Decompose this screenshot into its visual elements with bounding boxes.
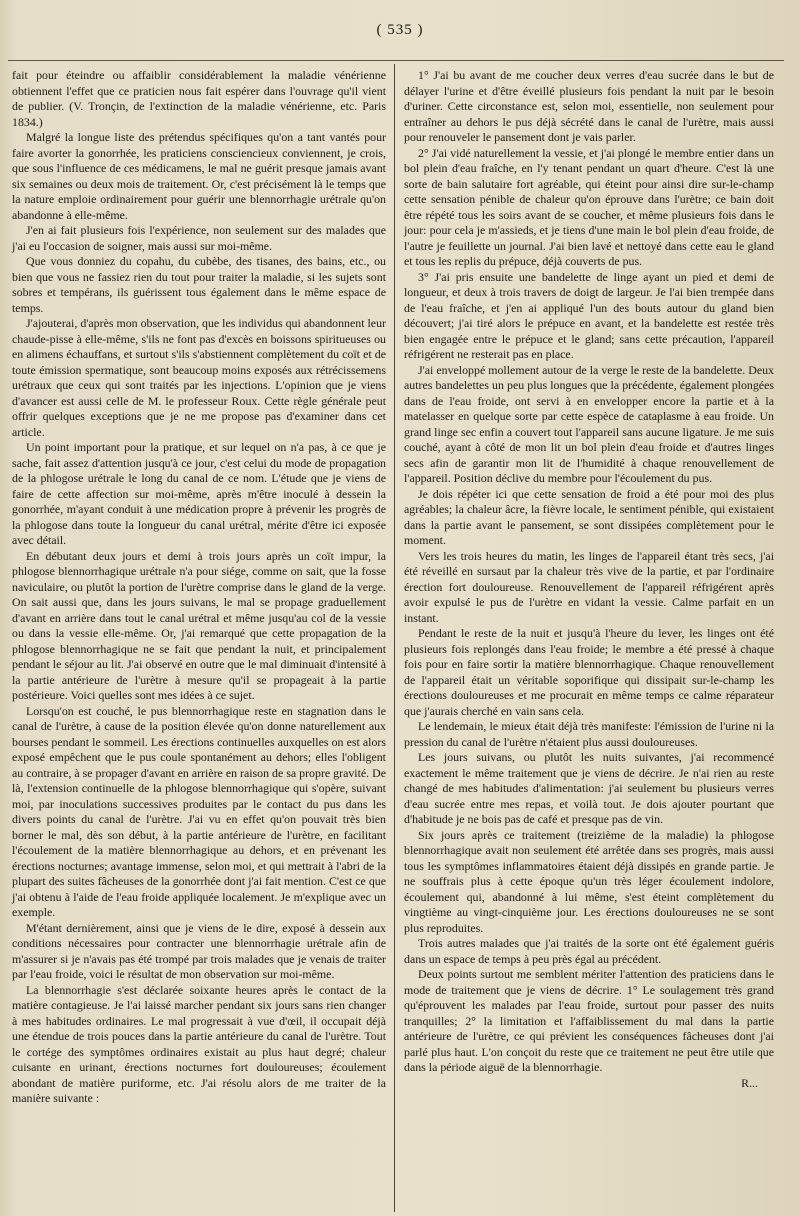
paragraph: J'ai enveloppé mollement autour de la verge le reste de la bandelette. Deux autres bandelettes un peu plus longues que la précédente, également plongées dans de l'eau froide, ont servi à en envelopper encore la partie et à la matelasser en quelque sorte par cette espèce de cataplasme à eau froide. Un grand linge sec enfin a couvert tout l'appareil sans aucune ligature. Je me suis couché, ayant à côté de mon lit un bol plein d'eau froide et d'autres linges secs afin de garantir mon lit de l'humidité à chaque renouvellement de l'appareil. Position déclive du membre pour l'écoulement du pus. xyxy=(404,362,774,485)
column-divider xyxy=(394,64,395,1212)
paragraph: La blennorrhagie s'est déclarée soixante heures après le contact de la matière contagieuse. Je l'ai laissé marcher pendant six jours sans rien changer à mes habitudes ordinaires. Le mal progressait à vue d'œil, il occupait déjà une étendue de trois pouces dans la partie antérieure du canal de l'urètre. Tout le cortége des symptômes ordinaires existait au plus haut degré; chaleur cuisante en urinant, érections nocturnes fort douloureuses; écoulement abondant de matière puriforme, etc. J'ai résolu alors de me traiter de la manière suivante : xyxy=(12,982,386,1105)
paragraph: 3° J'ai pris ensuite une bandelette de linge ayant un pied et demi de longueur, et deux à trois travers de doigt de largeur. Je l'ai bien trempée dans de l'eau fraîche, et j'en ai appliqué l'un des bouts autour du gland bien découvert; j'ai tiré alors le prépuce en avant, et la bandelette est restée très bien engagée entre le prépuce et le gland; sans cette précaution, l'appareil réfrigérent ne resterait pas en place. xyxy=(404,269,774,361)
paragraph: 1° J'ai bu avant de me coucher deux verres d'eau sucrée dans le but de délayer l'urine et d'être éveillé plusieurs fois pendant la nuit par le besoin d'uriner. Cette circonstance est, selon moi, essentielle, non seulement pour entraîner au dehors le pus déjà sécrété dans le canal de l'urètre, mais aussi pour renouveler le pansement dont je vais parler. xyxy=(404,68,774,144)
paragraph: Pendant le reste de la nuit et jusqu'à l'heure du lever, les linges ont été plusieurs fois replongés dans l'eau froide; le membre a été pressé à chaque fois pour en faire sortir la matière blennorrhagique. Chaque renouvellement de l'appareil était un véritable soporifique qui dissipait sur-le-champ les érections douloureuses et me procurait en même temps ce calme réparateur que j'aurais cherché en vain sans cela. xyxy=(404,626,774,718)
paragraph: En débutant deux jours et demi à trois jours après un coït impur, la phlogose blennorrhagique urétrale n'a pour siége, comme on sait, que la fosse naviculaire, ou plutôt la portion de l'urètre comprise dans le gland de la verge. On sait aussi que, dans les jours suivans, le mal se propage graduellement d'avant en arrière dans tout le canal urétral et même jusqu'au col de la vessie ou dans la vessie elle-même. Or, j'ai remarqué que cette propagation de la phlogose blennorrhagique ne se fait que pendant la nuit, et principalement pendant le séjour au lit. J'ai observé en outre que le mal diminuait d'intensité à la partie antérieure de l'urètre à mesure qu'il se propageait à la partie postérieure. Voici quelles sont mes idées à ce sujet. xyxy=(12,548,386,702)
paragraph: Le lendemain, le mieux était déjà très manifeste: l'émission de l'urine ni la pression du canal de l'urètre n'étaient plus aussi douloureuses. xyxy=(404,719,774,749)
paragraph: Trois autres malades que j'ai traités de la sorte ont été également guéris dans un espace de temps à peu près égal au précédent. xyxy=(404,936,774,966)
paragraph: Lorsqu'on est couché, le pus blennorrhagique reste en stagnation dans le canal de l'urètre, à cause de la position élevée qu'on donne naturellement aux bourses pendant le sommeil. Les érections continuelles auxquelles on est alors exposé empêchent que le pus coule spontanément au dehors; elles l'obligent au contraire, à se propager d'avant en arrière en raison de sa propre gravité. De là, l'extension continuelle de la phlogose blennorrhagique qui s'opère, suivant moi, par inoculations successives produites par le contact du pus dans les divers points du canal de l'urètre. J'ai vu en effet qu'on pouvait très bien borner le mal, dès son début, à la partie antérieure de l'urètre, en facilitant l'écoulement de la matière blennorrhagique au dehors, et en prévenant les érections nocturnes; avantage immense, selon moi, et qui mettrait à l'abri de la plupart des suites fâcheuses de la gonorrhée dont j'ai fait mention. C'est ce que j'ai obtenu à l'aide de l'eau froide appliquée localement. Je m'explique avec un exemple. xyxy=(12,703,386,919)
paragraph: J'en ai fait plusieurs fois l'expérience, non seulement sur des malades que j'ai eu l'occasion de soigner, mais aussi sur moi-même. xyxy=(12,223,386,253)
paragraph: 2° J'ai vidé naturellement la vessie, et j'ai plongé le membre entier dans un bol plein d'eau fraîche, en l'y tenant pendant un quart d'heure. C'est là une sorte de bain salutaire fort agréable, qui éteint pour ainsi dire sur-le-champ cette sensation pénible de chaleur qu'on éprouve dans l'urètre; ce bain doit être répété tous les soirs avant de se coucher, et même plusieurs fois dans le jour: pour cela je m'assieds, et je tiens d'une main le bol plein d'eau froide, de l'autre je feuillette un journal. J'ai bien lavé et nettoyé dans cette eau le gland et tous les replis du prépuce, déjà couverts de pus. xyxy=(404,145,774,268)
paragraph: Les jours suivans, ou plutôt les nuits suivantes, j'ai recommencé exactement le même traitement que je viens de décrire. Je n'ai rien au reste changé de mes habitudes d'alimentation: j'ai seulement bu plusieurs verres d'eau sucrée entre mes repas, et voilà tout. Je dois ajouter pourtant que d'habitude je ne bois pas de café et presque pas de vin. xyxy=(404,750,774,826)
paragraph: Deux points surtout me semblent mériter l'attention des praticiens dans le mode de traitement que je viens de décrire. 1° Le soulagement très grand qu'éprouvent les malades par l'eau froide, surtout pour passer des nuits tranquilles; 2° la limitation et l'affaiblissement du mal dans la partie antérieure de l'urètre, ce qui prévient les conséquences fâcheuses dont j'ai parlé plus haut. L'on conçoit du reste que ce traitement ne peut être utile que dans la période aiguë de la blennorrhagie. xyxy=(404,967,774,1074)
right-column xyxy=(404,68,774,1091)
paragraph: M'étant dernièrement, ainsi que je viens de le dire, exposé à dessein aux conditions nécessaires pour contracter une blennorrhagie urétrale afin de m'assurer si je n'avais pas été trompé par trois malades que je venais de traiter par l'eau froide, voici le résultat de mon observation sur moi-même. xyxy=(12,920,386,981)
paragraph: fait pour éteindre ou affaiblir considérablement la maladie vénérienne obtiennent l'effet que ce praticien nous fait espérer dans l'ouvrage qu'il vient de publier. (V. Tronçin, de l'extinction de la maladie vénérienne, etc. Paris 1834.) xyxy=(12,68,386,129)
left-column xyxy=(12,68,386,1107)
signature: R... xyxy=(741,1075,758,1090)
paragraph: Un point important pour la pratique, et sur lequel on n'a pas, à ce que je sache, fait assez d'attention jusqu'à ce jour, c'est celui du mode de propagation de la phlogose urétrale le long du canal de ce nom. L'étude que je viens de faire de cette affection sur moi-même, après m'être inoculé à dessein la gonorrhée, m'ayant conduit à une médication propre à prévenir les progrès de la phlogose dans toute la longueur du canal urétral, mérite d'être ici exposée avec détail. xyxy=(12,440,386,547)
paragraph: Vers les trois heures du matin, les linges de l'appareil étant très secs, j'ai été réveillé en sursaut par la chaleur très vive de la partie, et par l'ordinaire érection fort douloureuse. Renouvellement de l'appareil réfrigérent après avoir expulsé le pus de l'urètre en vidant la vessie. Calme parfait en un instant. xyxy=(404,548,774,625)
header-rule xyxy=(8,60,784,61)
paragraph: Malgré la longue liste des prétendus spécifiques qu'on a tant vantés pour faire avorter la gonorrhée, les praticiens consciencieux conviennent, je crois, que sous l'influence de ces médicamens, le mal ne guérit presque jamais avant six semaines ou deux mois de traitement. Or, c'est précisément là le temps que la nature emploie ordinairement pour guérir une blennorrhagie urétrale qu'on abandonne à elle-même. xyxy=(12,130,386,222)
page-number: ( 535 ) xyxy=(376,22,424,38)
paragraph: J'ajouterai, d'après mon observation, que les individus qui abandonnent leur chaude-pisse à elle-même, s'ils ne font pas d'excès en boissons spiritueuses ou en alimens échauffans, et surtout s'ils s'abstiennent complètement du coït et de toute émission spermatique, sont beaucoup moins exposés aux rétrécissemens urétraux que ceux qui sont traités par les injections. L'opinion que je viens d'avancer est aussi celle de M. le professeur Roux. Cette règle générale peut offrir quelques exceptions que je ne me propose pas d'examiner dans cet article. xyxy=(12,316,386,439)
paragraph: Que vous donniez du copahu, du cubèbe, des tisanes, des bains, etc., ou bien que vous ne fassiez rien du tout pour traiter la maladie, si les sujets sont sobres et tempérans, ils guérissent tous également dans le même espace de temps. xyxy=(12,254,386,315)
paragraph: Je dois répéter ici que cette sensation de froid a été pour moi des plus agréables; la chaleur âcre, la fièvre locale, le sentiment pénible, qui existaient dans la partie avant le pansement, se sont dissipées complètement pour le moment. xyxy=(404,486,774,547)
paragraph: Six jours après ce traitement (treizième de la maladie) la phlogose blennorrhagique avait non seulement été arrêtée dans ses progrès, mais aussi tous les symptômes inflammatoires étaient déjà dissipés en grande partie. Je ne souffrais plus à cette époque qu'un très léger écoulement indolore, écoulement qui, abandonné à lui même, s'est éteint complètement du vingtième au vingt-cinquième jour. Les érections douloureuses ne se sont plus reproduites. xyxy=(404,827,774,935)
